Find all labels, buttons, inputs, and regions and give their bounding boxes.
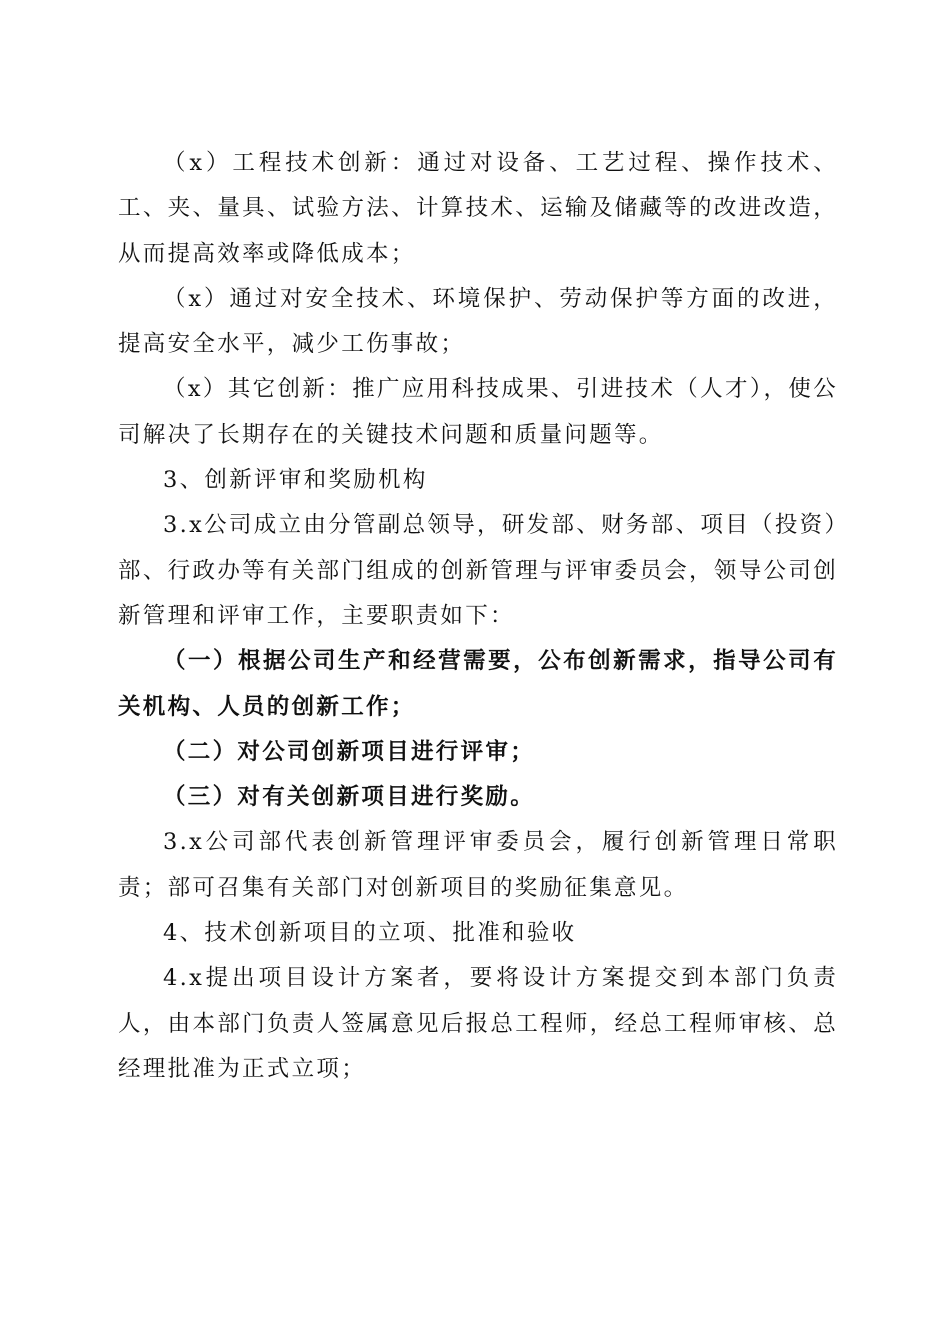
section-heading-3: 3、创新评审和奖励机构: [163, 467, 428, 494]
duty-item-1: （一）根据公司生产和经营需要，公布创新需求，指导公司有关机构、人员的创新工作；: [118, 648, 838, 720]
paragraph-committee: 3.x公司成立由分管副总领导，研发部、财务部、项目（投资）部、行政办等有关部门组成的创新管理与评审委员会，领导公司创新管理和评审工作，主要职责如下：: [118, 512, 838, 629]
document-body: [118, 141, 838, 1092]
paragraph-other-innovation: （x）其它创新：推广应用科技成果、引进技术（人才），使公司解决了长期存在的关键技术问题和质量问题等。: [118, 376, 838, 448]
paragraph-safety-improvement: （x）通过对安全技术、环境保护、劳动保护等方面的改进，提高安全水平，减少工伤事故；: [118, 285, 838, 358]
paragraph-project-proposal: 4.x提出项目设计方案者，要将设计方案提交到本部门负责人，由本部门负责人签属意见后报总工程师，经总工程师审核、总经理批准为正式立项；: [118, 965, 838, 1082]
paragraph-engineering-innovation: （x）工程技术创新：通过对设备、工艺过程、操作技术、工、夹、量具、试验方法、计算技术、运输及储藏等的改进改造，从而提高效率或降低成本；: [118, 150, 838, 267]
paragraph-department-duties: 3.x公司部代表创新管理评审委员会，履行创新管理日常职责；部可召集有关部门对创新项目的奖励征集意见。: [118, 829, 838, 901]
section-heading-4: 4、技术创新项目的立项、批准和验收: [163, 920, 577, 947]
duty-item-2: （二）对公司创新项目进行评审；: [163, 738, 536, 765]
duty-item-3: （三）对有关创新项目进行奖励。: [163, 784, 536, 811]
